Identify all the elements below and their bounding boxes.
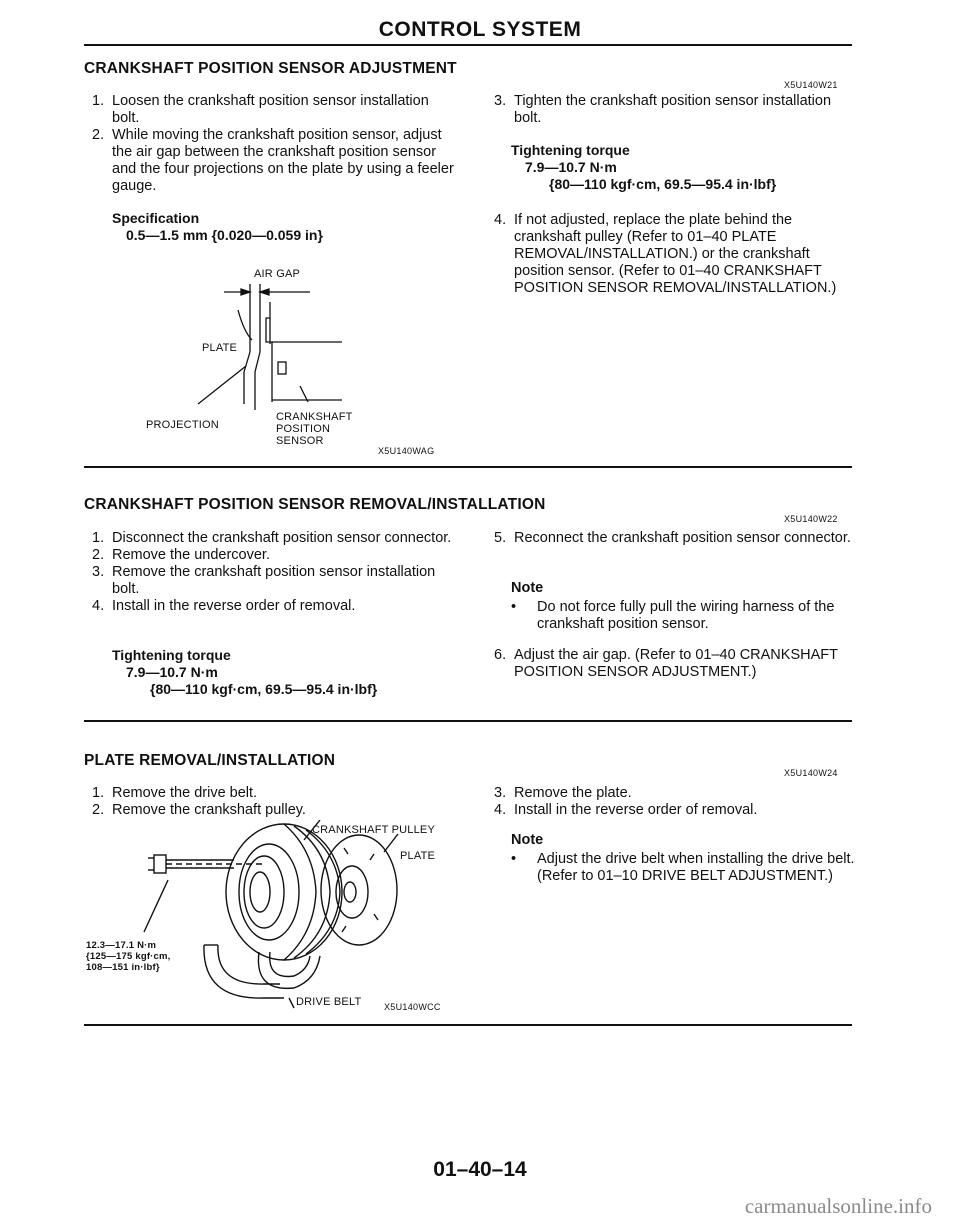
- steps-list: [494, 785, 854, 819]
- section-code: X5U140W24: [784, 768, 838, 778]
- sensor-gap-edge: [266, 302, 272, 344]
- list-item: 2. Remove the crankshaft pulley.: [92, 802, 306, 818]
- label-projection: PROJECTION: [146, 419, 219, 431]
- figure-code: X5U140WAG: [378, 446, 435, 456]
- pulley-face: [239, 844, 299, 940]
- section-divider: [84, 720, 852, 722]
- plate-projections: [342, 848, 378, 932]
- tightening-torque: Tightening torque 7.9—10.7 N·m {80—110 kgf·cm, 69.5—95.4 in·lbf}: [511, 142, 777, 192]
- bolt-leader: [144, 880, 168, 932]
- air-gap-arrowhead-right: [260, 289, 269, 295]
- steps-list: [494, 530, 854, 547]
- note: Note • Do not force fully pull the wiring harness of the crankshaft position sensor.: [511, 580, 835, 632]
- steps-list: [92, 93, 457, 195]
- tightening-torque: Tightening torque 7.9—10.7 N·m {80—110 kgf·cm, 69.5—95.4 in·lbf}: [112, 647, 378, 697]
- steps-list: [494, 93, 854, 127]
- section-title-plate-removal: PLATE REMOVAL/INSTALLATION: [84, 752, 336, 769]
- specification: Specification 0.5—1.5 mm {0.020—0.059 in}: [112, 210, 323, 243]
- plate-leader: [384, 834, 398, 852]
- list-item: 5. Reconnect the crankshaft position sensor connector.: [494, 530, 851, 546]
- label-drive-belt: DRIVE BELT: [296, 996, 362, 1008]
- list-item: 6. Adjust the air gap. (Refer to 01–40 CRANKSHAFT POSITION SENSOR ADJUSTMENT.): [494, 647, 838, 680]
- bolt-head: [154, 855, 166, 873]
- steps-list: [494, 212, 859, 297]
- label-plate: PLATE: [400, 850, 436, 862]
- section-divider: [84, 466, 852, 468]
- label-crankshaft-pulley: CRANKSHAFT PULLEY: [312, 824, 436, 836]
- list-item: 1. Loosen the crankshaft position sensor installation bolt.: [92, 93, 429, 126]
- sensor-tip: [278, 362, 286, 374]
- pulley-groove: [284, 824, 316, 960]
- belt-leader: [289, 998, 294, 1008]
- page-number: 01–40–14: [433, 1158, 527, 1181]
- header-rule: [84, 44, 852, 46]
- section-code: X5U140W22: [784, 514, 838, 524]
- note: Note • Adjust the drive belt when installing the drive belt. (Refer to 01–10 DRIVE BELT ADJUSTMENT.): [511, 832, 855, 884]
- list-item: 1. Remove the drive belt.: [92, 785, 258, 801]
- section-title-sensor-removal: CRANKSHAFT POSITION SENSOR REMOVAL/INSTALLATION: [84, 496, 546, 513]
- list-item: 3. Tighten the crankshaft position sensor installation bolt.: [494, 93, 832, 126]
- label-air-gap: AIR GAP: [254, 268, 301, 280]
- list-item: 1. Disconnect the crankshaft position sensor connector.: [92, 530, 452, 546]
- steps-list: [92, 530, 462, 615]
- plate-inner: [336, 866, 368, 918]
- pulley-diagram: [84, 820, 464, 1010]
- watermark: carmanualsonline.info: [744, 1194, 932, 1218]
- list-item: 2. While moving the crankshaft position sensor, adjust the air gap between the crankshaft position sensor and the four projections on the plate by using a feeler gauge.: [92, 127, 454, 194]
- steps-list: [494, 647, 854, 681]
- drive-belt-outer: [204, 945, 284, 998]
- projection-leader: [198, 366, 246, 404]
- list-item: 2. Remove the undercover.: [92, 547, 270, 563]
- list-item: 3. Remove the crankshaft position sensor installation bolt.: [92, 564, 436, 597]
- section-code: X5U140W21: [784, 80, 838, 90]
- label-sensor: CRANKSHAFT POSITION SENSOR: [276, 411, 353, 447]
- label-bolt-torque: 12.3—17.1 N·m {125—175 kgf·cm, 108—151 in·lbf}: [86, 940, 171, 973]
- plate-outer: [321, 835, 397, 945]
- page-title: CONTROL SYSTEM: [378, 18, 582, 41]
- figure-code: X5U140WCC: [384, 1002, 441, 1012]
- list-item: 3. Remove the plate.: [494, 785, 632, 801]
- section-divider: [84, 1024, 852, 1026]
- air-gap-arrowhead-left: [241, 289, 250, 295]
- steps-list: [92, 785, 452, 819]
- projection-edge: [244, 352, 250, 404]
- section-title-sensor-adjustment: CRANKSHAFT POSITION SENSOR ADJUSTMENT: [84, 60, 457, 77]
- label-plate: PLATE: [202, 342, 238, 354]
- list-item: 4. If not adjusted, replace the plate behind the crankshaft pulley (Refer to 01–40 PLATE REMOVAL/INSTALLATION.) or the crankshaft position sensor. (Refer to 01–40 CRANKSHAFT POSITION SENSOR REMOVAL/INSTALLATION.): [494, 212, 837, 296]
- list-item: 4. Install in the reverse order of removal.: [92, 598, 356, 614]
- list-item: 4. Install in the reverse order of removal.: [494, 802, 758, 818]
